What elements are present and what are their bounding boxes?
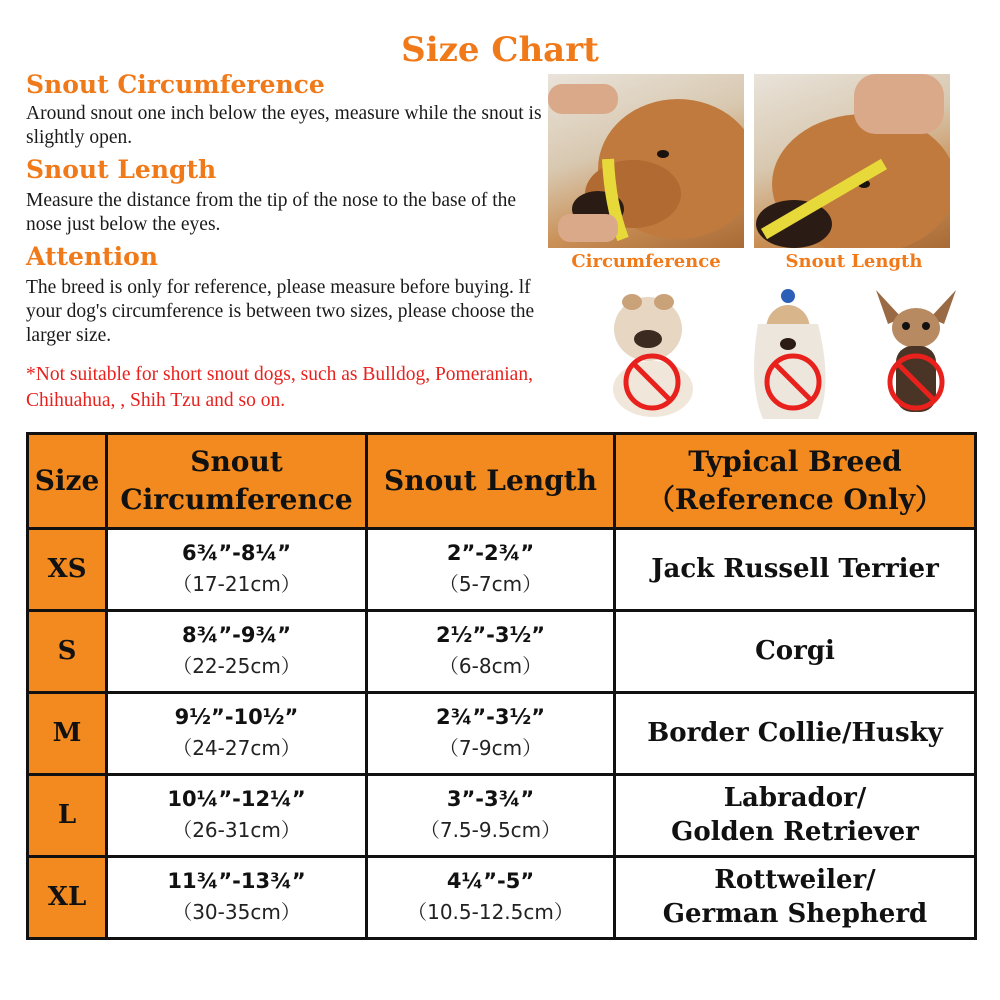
length-cm: （5-7cm） — [438, 572, 543, 597]
length-header: Snout Length — [367, 434, 615, 529]
circumference-cm: （24-27cm） — [172, 736, 301, 761]
breed-cell — [615, 774, 976, 856]
length-cell — [367, 774, 615, 856]
length-inches: 2”-2¾” — [446, 541, 535, 566]
length-cell — [367, 528, 615, 610]
circumference-inches: 10¼”-12¼” — [167, 787, 306, 812]
circumference-cell — [107, 528, 367, 610]
length-text: Measure the distance from the tip of the nose to the base of the nose just below the eyes. — [26, 190, 517, 235]
breed-name-line1: Rottweiler/ — [714, 865, 876, 896]
size-cell: XL — [28, 856, 107, 938]
breed-header-line2: （Reference Only） — [646, 482, 944, 516]
breed-cell — [615, 610, 976, 692]
breed-cell — [615, 692, 976, 774]
size-cell: M — [28, 692, 107, 774]
length-cell — [367, 692, 615, 774]
circumference-inches: 6¾”-8¼” — [181, 541, 292, 566]
attention-text: The breed is only for reference, please measure before buying. lf your dog's circumference is between two sizes, please choose the larger size. — [26, 277, 535, 346]
length-cm: （10.5-12.5cm） — [407, 900, 574, 925]
length-cm: （7.5-9.5cm） — [419, 818, 562, 843]
circumference-heading: Snout Circumference — [26, 70, 325, 99]
table-header-row — [28, 434, 976, 529]
breed-cell — [615, 856, 976, 938]
snout-length-photo — [754, 74, 950, 248]
breed-cell — [615, 528, 976, 610]
breed-name-line1: Labrador/ — [723, 783, 867, 814]
circumference-cm: （26-31cm） — [172, 818, 301, 843]
circumference-cm: （17-21cm） — [172, 572, 301, 597]
shih-tzu-prohibited-icon — [738, 284, 846, 422]
circumference-cm: （30-35cm） — [172, 900, 301, 925]
circumference-cell — [107, 692, 367, 774]
size-cell: S — [28, 610, 107, 692]
attention-heading: Attention — [26, 242, 159, 271]
length-inches: 3”-3¾” — [446, 787, 535, 812]
circumference-cm: （22-25cm） — [172, 654, 301, 679]
size-cell: XS — [28, 528, 107, 610]
short-snout-warning: *Not suitable for short snout dogs, such as Bulldog, Pomeranian, Chihuahua, , Shih Tzu and so on. — [26, 364, 533, 411]
breed-header-line1: Typical Breed — [688, 444, 902, 478]
length-inches: 2½”-3½” — [435, 623, 546, 648]
circumference-text: Around snout one inch below the eyes, measure while the snout is slightly open. — [26, 103, 542, 148]
length-heading: Snout Length — [26, 155, 217, 184]
table-row — [28, 610, 976, 692]
circumference-cell — [107, 774, 367, 856]
breed-header — [615, 434, 976, 529]
circumference-caption: Circumference — [571, 251, 721, 272]
length-inches: 4¼”-5” — [446, 869, 535, 894]
circumference-inches: 8¾”-9¾” — [181, 623, 292, 648]
circumference-inches: 11¾”-13¾” — [167, 869, 306, 894]
circumference-cell — [107, 856, 367, 938]
table-row — [28, 856, 976, 938]
size-header: Size — [28, 434, 107, 529]
circumference-header-line2: Circumference — [120, 482, 353, 516]
snout-length-caption: Snout Length — [785, 251, 923, 272]
length-cm: （6-8cm） — [438, 654, 543, 679]
length-inches: 2¾”-3½” — [435, 705, 546, 730]
breed-name: Corgi — [755, 636, 835, 667]
breed-name: Border Collie/Husky — [647, 718, 943, 749]
circumference-inches: 9½”-10½” — [174, 705, 299, 730]
bulldog-prohibited-icon — [598, 284, 706, 422]
breed-name-line2: Golden Retriever — [671, 817, 919, 848]
circumference-header — [107, 434, 367, 529]
page-title: Size Chart — [401, 30, 599, 70]
circumference-cell — [107, 610, 367, 692]
breed-name-line2: German Shepherd — [662, 899, 928, 930]
length-cell — [367, 610, 615, 692]
table-row — [28, 774, 976, 856]
table-row — [28, 692, 976, 774]
chihuahua-prohibited-icon — [862, 284, 970, 422]
length-cm: （7-9cm） — [438, 736, 543, 761]
circumference-photo — [548, 74, 744, 248]
circumference-header-line1: Snout — [190, 444, 283, 478]
size-cell: L — [28, 774, 107, 856]
breed-name: Jack Russell Terrier — [651, 554, 939, 585]
size-table — [26, 432, 977, 940]
table-row — [28, 528, 976, 610]
length-cell — [367, 856, 615, 938]
